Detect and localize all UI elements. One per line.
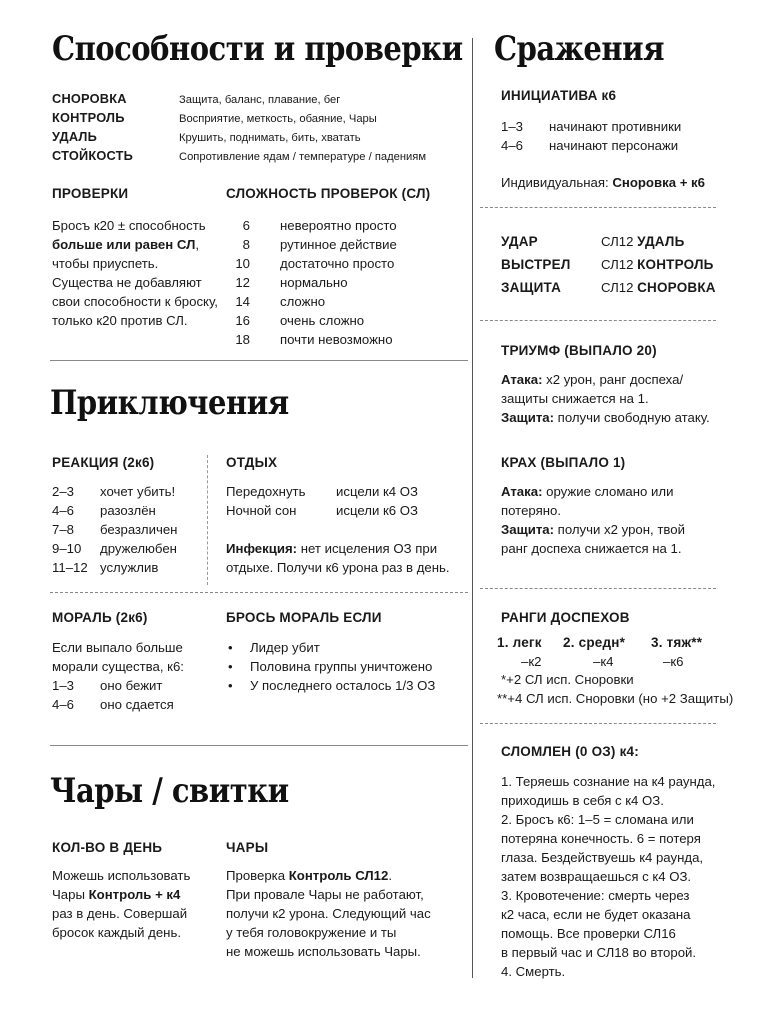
combat-title: Сражения [494,28,665,68]
reaction-range: 11–12 [52,560,88,575]
armor-rank-mod: –к2 [521,654,542,669]
morale-row [52,695,184,714]
dashed-divider-attacks [480,320,716,321]
attack-dc: СЛ12 [601,257,638,272]
broken-line: к2 часа, если не будет оказана [501,907,691,922]
infection-bold: Инфекция: [226,541,298,556]
triumph-defense-text: получи свободную атаку. [554,410,710,425]
rest-label: Передохнуть [226,484,306,499]
triumph-attack-text: x2 урон, ранг доспеха/ [542,372,684,387]
morale-line: морали существа, к6: [52,659,184,674]
broken-line: затем возвращаешься с к4 ОЗ. [501,869,692,884]
per-day-line: раз в день. Совершай [52,906,188,921]
morale-when-item: • Половина группы уничтожено [226,657,435,676]
rest-table [226,482,418,520]
morale-when-header: БРОСЬ МОРАЛЬ ЕСЛИ [226,610,382,625]
reaction-row [52,539,177,558]
broken-line: потеряна конечность. 6 = потеря [501,831,701,846]
triumph-text [501,370,710,427]
ability-name: СНОРОВКА [52,91,127,106]
reaction-table [52,482,177,577]
abilities-title: Способности и проверки [52,28,463,68]
morale-range: 1–3 [52,678,75,693]
broken-line: в первый час и СЛ18 во второй. [501,945,697,960]
difficulty-row [226,292,397,311]
initiative-header: ИНИЦИАТИВА к6 [501,88,617,103]
rest-row [226,482,418,501]
armor-rank-names [497,633,702,652]
rest-effect: исцели к4 ОЗ [336,484,418,499]
difficulty-row [226,235,397,254]
morale-line: Если выпало больше [52,640,183,655]
difficulty-table [226,216,397,349]
difficulty-row [226,330,397,349]
dashed-divider-crash [480,588,716,589]
difficulty-row [226,254,397,273]
armor-note: *+2 СЛ исп. Сноровки [501,672,634,687]
difficulty-row [226,216,397,235]
initiative-table [501,117,681,155]
reaction-label: хочет убить! [100,484,176,499]
attack-label: ВЫСТРЕЛ [501,257,571,272]
per-day-text [52,866,190,942]
difficulty-label: нормально [280,275,348,290]
armor-header: РАНГИ ДОСПЕХОВ [501,610,630,625]
triumph-defense-bold: Защита: [501,410,555,425]
crash-line: ранг доспеха снижается на 1. [501,541,682,556]
difficulty-dc: 18 [235,332,250,347]
broken-line: 4. Смерть. [501,964,566,979]
initiative-individual [501,173,705,192]
charms-header: ЧАРЫ [226,840,269,855]
crash-defense-bold: Защита: [501,522,555,537]
checks-line: Бросъ к20 ± способность [52,218,206,233]
per-day-header: КОЛ-ВО В ДЕНЬ [52,840,163,855]
section-divider-abilities [50,360,468,361]
morale-range: 4–6 [52,697,75,712]
initiative-range: 1–3 [501,119,524,134]
triumph-line [501,408,710,427]
broken-line: 1. Теряешь сознание на к4 раунда, [501,774,716,789]
ability-row [52,108,426,127]
morale-row [52,676,184,695]
reaction-row [52,520,177,539]
reaction-label: безразличен [100,522,178,537]
attack-ability: СНОРОВКА [637,280,716,295]
infection-text [226,539,450,577]
crash-attack-bold: Атака: [501,484,543,499]
charms-pre: Проверка [226,868,289,883]
difficulty-dc: 10 [235,256,250,271]
ability-name: КОНТРОЛЬ [52,110,125,125]
reaction-row [52,558,177,577]
ability-name: УДАЛЬ [52,129,98,144]
armor-rank-name: 2. средн* [563,635,626,650]
crash-line: потеряно. [501,503,562,518]
adventures-title: Приключения [50,382,289,422]
attack-ability: УДАЛЬ [637,234,685,249]
morale-label: оно бежит [100,678,163,693]
difficulty-row [226,273,397,292]
difficulty-dc: 12 [235,275,250,290]
initiative-label: начинают персонажи [549,138,679,153]
difficulty-header: СЛОЖНОСТЬ ПРОВЕРОК (СЛ) [226,186,431,201]
rest-label: Ночной сон [226,503,297,518]
checks-punct: , [195,237,200,252]
attack-row [501,253,716,276]
spells-title: Чары / свитки [50,770,289,810]
rest-row [226,501,418,520]
per-day-pre: Чары [52,887,89,902]
armor-rank-mod: –к4 [593,654,614,669]
charms-line [226,866,431,885]
crash-line [501,482,685,501]
armor-rank-name: 1. легк [497,635,542,650]
difficulty-label: очень сложно [280,313,365,328]
infection-line-text: нет исцеления ОЗ при [297,541,438,556]
dashed-divider-initiative [480,207,716,208]
triumph-line [501,370,710,389]
dashed-divider-adventures [50,592,468,593]
reaction-row [52,501,177,520]
reaction-range: 9–10 [52,541,82,556]
morale-when-item: • У последнего осталось 1/3 ОЗ [226,676,435,695]
checks-header: ПРОВЕРКИ [52,186,129,201]
initiative-individual-bold: Сноровка + к6 [612,175,705,190]
broken-header: СЛОМЛЕН (0 ОЗ) к4: [501,744,639,759]
charms-line: При провале Чары не работают, [226,887,424,902]
infection-line [226,539,450,558]
crash-header: КРАХ (ВЫПАЛО 1) [501,455,626,470]
broken-line: 3. Кровотечение: смерть через [501,888,690,903]
difficulty-label: сложно [280,294,326,309]
rest-header: ОТДЫХ [226,455,278,470]
checks-bold: больше или равен СЛ [52,237,196,252]
armor-rank-mod: –к6 [663,654,684,669]
morale-when-list [226,638,435,695]
difficulty-row [226,311,397,330]
initiative-individual-pre: Индивидуальная: [501,175,613,190]
ability-row [52,127,426,146]
checks-line [52,235,218,254]
morale-label: оно сдается [100,697,174,712]
armor-rank-name: 3. тяж** [651,635,703,650]
charms-text [226,866,431,961]
attack-row [501,230,716,253]
ability-name: СТОЙКОСТЬ [52,148,134,163]
attack-label: ЗАЩИТА [501,280,562,295]
attack-dc: СЛ12 [601,234,638,249]
attack-label: УДАР [501,234,538,249]
charms-bold: Контроль СЛ12 [288,868,389,883]
ability-desc: Сопротивление ядам / температуре / падениям [179,151,427,163]
difficulty-label: почти невозможно [280,332,393,347]
charms-line: не можешь использовать Чары. [226,944,421,959]
checks-line: свои способности к броску, [52,294,218,309]
ability-desc: Восприятие, меткость, обаяние, Чары [179,113,377,125]
attacks-table [501,230,716,299]
checks-line: чтобы приуспеть. [52,256,159,271]
difficulty-dc: 14 [235,294,250,309]
reaction-label: дружелюбен [100,541,177,556]
dashed-divider-reaction-rest [207,455,208,585]
triumph-attack-bold: Атака: [501,372,543,387]
checks-line: только к20 против СЛ. [52,313,188,328]
column-divider [472,38,473,978]
attack-dc: СЛ12 [601,280,638,295]
reaction-range: 4–6 [52,503,75,518]
reaction-row [52,482,177,501]
armor-ranks [497,633,702,671]
initiative-range: 4–6 [501,138,524,153]
per-day-line: Можешь использовать [52,868,191,883]
morale-header: МОРАЛЬ (2к6) [52,610,148,625]
crash-line [501,520,685,539]
difficulty-label: достаточно просто [280,256,395,271]
difficulty-dc: 6 [242,218,250,233]
triumph-line: защиты снижается на 1. [501,391,649,406]
charms-line: получи к2 урона. Следующий час [226,906,431,921]
reaction-range: 7–8 [52,522,75,537]
triumph-header: ТРИУМФ (ВЫПАЛО 20) [501,343,657,358]
crash-attack-text: оружие сломано или [542,484,674,499]
checks-line: Существа не добавляют [52,275,202,290]
dashed-divider-armor [480,723,716,724]
broken-list [501,772,715,981]
reaction-label: разозлён [100,503,156,518]
morale-when-item: • Лидер убит [226,638,435,657]
difficulty-dc: 8 [242,237,250,252]
armor-note: **+4 СЛ исп. Сноровки (но +2 Защиты) [497,691,734,706]
difficulty-dc: 16 [235,313,250,328]
ability-row [52,89,426,108]
infection-line: отдыхе. Получи к6 урона раз в день. [226,560,450,575]
initiative-row [501,117,681,136]
reaction-label: услужлив [100,560,159,575]
difficulty-label: рутинное действие [280,237,397,252]
per-day-line [52,885,190,904]
per-day-bold: Контроль + к4 [88,887,181,902]
broken-line: 2. Бросъ к6: 1–5 = сломана или [501,812,694,827]
crash-text [501,482,685,558]
abilities-list [52,89,426,165]
reaction-range: 2–3 [52,484,75,499]
difficulty-label: невероятно просто [280,218,397,233]
checks-text [52,216,218,330]
morale-text [52,638,184,714]
broken-line: глаза. Бездействуешь к4 раунда, [501,850,704,865]
armor-rank-mods [497,652,702,671]
reaction-header: РЕАКЦИЯ (2к6) [52,455,155,470]
charms-line: у тебя головокружение и ты [226,925,397,940]
charms-punct: . [388,868,392,883]
initiative-label: начинают противники [549,119,682,134]
ability-desc: Защита, баланс, плавание, бег [179,94,341,106]
broken-line: помощь. Все проверки СЛ16 [501,926,676,941]
broken-line: приходишь в себя с к4 ОЗ. [501,793,664,808]
ability-row [52,146,426,165]
rest-effect: исцели к6 ОЗ [336,503,418,518]
per-day-line: бросок каждый день. [52,925,181,940]
attack-row [501,276,716,299]
ability-desc: Крушить, поднимать, бить, хватать [179,132,361,144]
initiative-row [501,136,681,155]
attack-ability: КОНТРОЛЬ [637,257,714,272]
section-divider-adventures [50,745,468,746]
crash-defense-text: получи x2 урон, твой [554,522,685,537]
